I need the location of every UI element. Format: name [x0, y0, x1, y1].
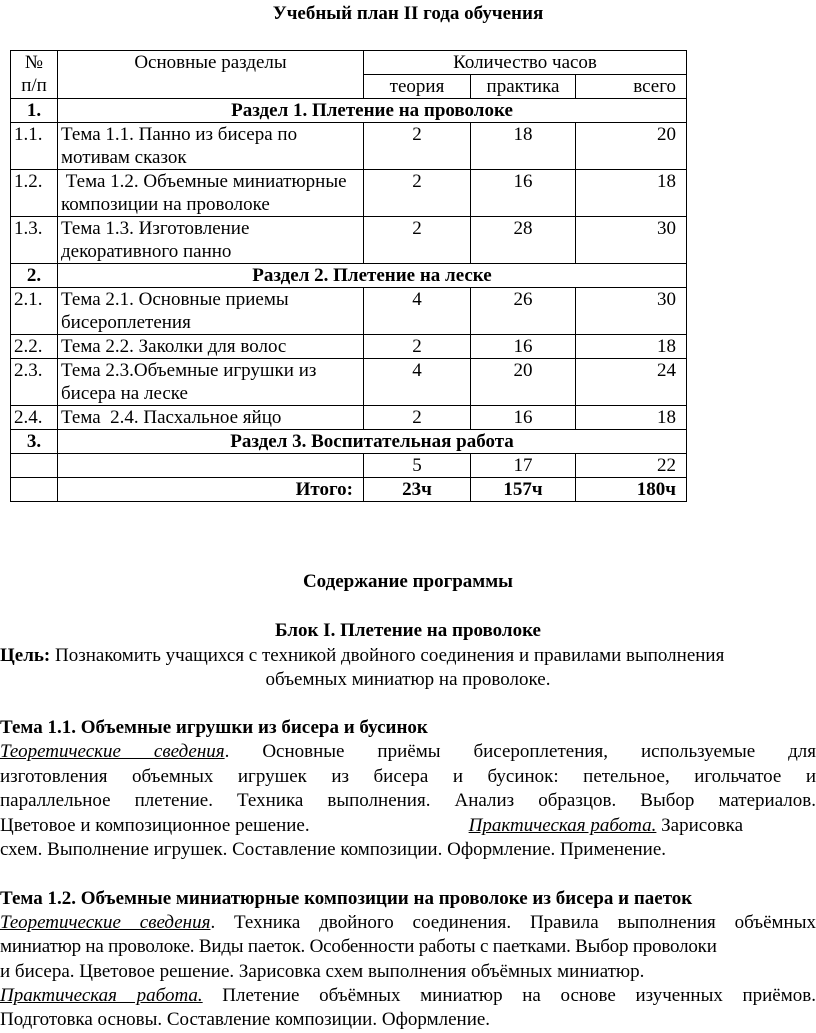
table-totals-row — [11, 478, 687, 502]
theory-label: Теоретические сведения — [0, 912, 211, 933]
topic1-line5: схем. Выполнение игрушек. Составление композиции. Оформление. Применение. — [0, 839, 667, 860]
theory-label: Теоретические сведения — [0, 741, 225, 762]
totals-theory: 23ч — [364, 478, 471, 502]
topic2-line2: миниатюр на проволоке. Виды паеток. Особенности работы с паетками. Выбор проволоки — [0, 936, 717, 957]
practice-label: Практическая работа. — [0, 985, 203, 1006]
topic2-title: Тема 1.2. Объемные миниатюрные композиции на проволоке из бисера и паеток — [0, 888, 693, 909]
header-theory: теория — [364, 75, 471, 99]
content-heading: Содержание программы — [302, 571, 514, 592]
table-row: 2.2. Тема 2.2. Заколки для волос 2 16 18 — [11, 335, 687, 359]
table-row: 2.4. Тема 2.4. Пасхальное яйцо 2 16 18 — [11, 406, 687, 430]
block-title: Блок I. Плетение на проволоке — [275, 620, 541, 641]
table-row: 1.2. Тема 1.2. Объемные миниатюрные композиции на проволоке 2 16 18 — [11, 170, 687, 217]
page-title: Учебный план II года обучения — [272, 3, 544, 24]
topic1-line3: параллельное плетение. Техника выполнения. Анализ образцов. Выбор материалов. — [0, 790, 816, 811]
topic1-line2: изготовления объемных игрушек из бисера и бусинок: петельное, игольчатое и — [0, 766, 816, 787]
totals-total: 180ч — [576, 478, 687, 502]
goal-label: Цель: — [0, 645, 51, 666]
header-sections: Основные разделы — [58, 51, 364, 99]
table-header-row — [11, 51, 687, 75]
table-row: 1.1. Тема 1.1. Панно из бисера по мотивам сказок 2 18 20 — [11, 123, 687, 170]
practice-label: Практическая работа. — [468, 815, 657, 836]
header-practice: практика — [471, 75, 576, 99]
table-row-section: 2. Раздел 2. Плетение на леске — [11, 264, 687, 288]
totals-label: Итого: — [58, 478, 364, 502]
header-number: № п/п — [11, 51, 58, 99]
topic2-line3: и бисера. Цветовое решение. Зарисовка схем выполнения объёмных миниатюр. — [0, 961, 645, 982]
goal-text: Познакомить учащихся с техникой двойного соединения и правилами выполнения — [50, 645, 725, 666]
goal-paragraph — [0, 644, 816, 669]
header-total: всего — [576, 75, 687, 99]
table-row-section: 3. Раздел 3. Воспитательная работа — [11, 430, 687, 454]
topic2-line4: Практическая работа. Плетение объёмных миниатюр на основе изученных приёмов. — [0, 985, 816, 1006]
table-row: 2.1. Тема 2.1. Основные приемы бисероплетения 4 26 30 — [11, 288, 687, 335]
topic1-line1: Теоретические сведения. Основные приёмы бисероплетения, используемые для — [0, 741, 816, 762]
table-row-section: 1. Раздел 1. Плетение на проволоке — [11, 99, 687, 123]
topic2-line5: Подготовка основы. Составление композиции. Оформление. — [0, 1009, 491, 1030]
goal-text-line2: объемных миниатюр на проволоке. — [265, 669, 551, 690]
topic1-title: Тема 1.1. Объемные игрушки из бисера и бусинок — [0, 717, 428, 738]
totals-practice: 157ч — [471, 478, 576, 502]
header-hours: Количество часов — [364, 51, 687, 75]
topic2-line1: Теоретические сведения. Техника двойного соединения. Правила выполнения объёмных — [0, 912, 816, 933]
table-row: 1.3. Тема 1.3. Изготовление декоративного панно 2 28 30 — [11, 217, 687, 264]
table-row: 5 17 22 — [11, 454, 687, 478]
curriculum-table — [10, 50, 687, 502]
topic1-line4: Цветовое и композиционное решение. Практическая работа. Зарисовка — [0, 815, 744, 836]
table-row: 2.3. Тема 2.3.Объемные игрушки из бисера на леске 4 20 24 — [11, 359, 687, 406]
